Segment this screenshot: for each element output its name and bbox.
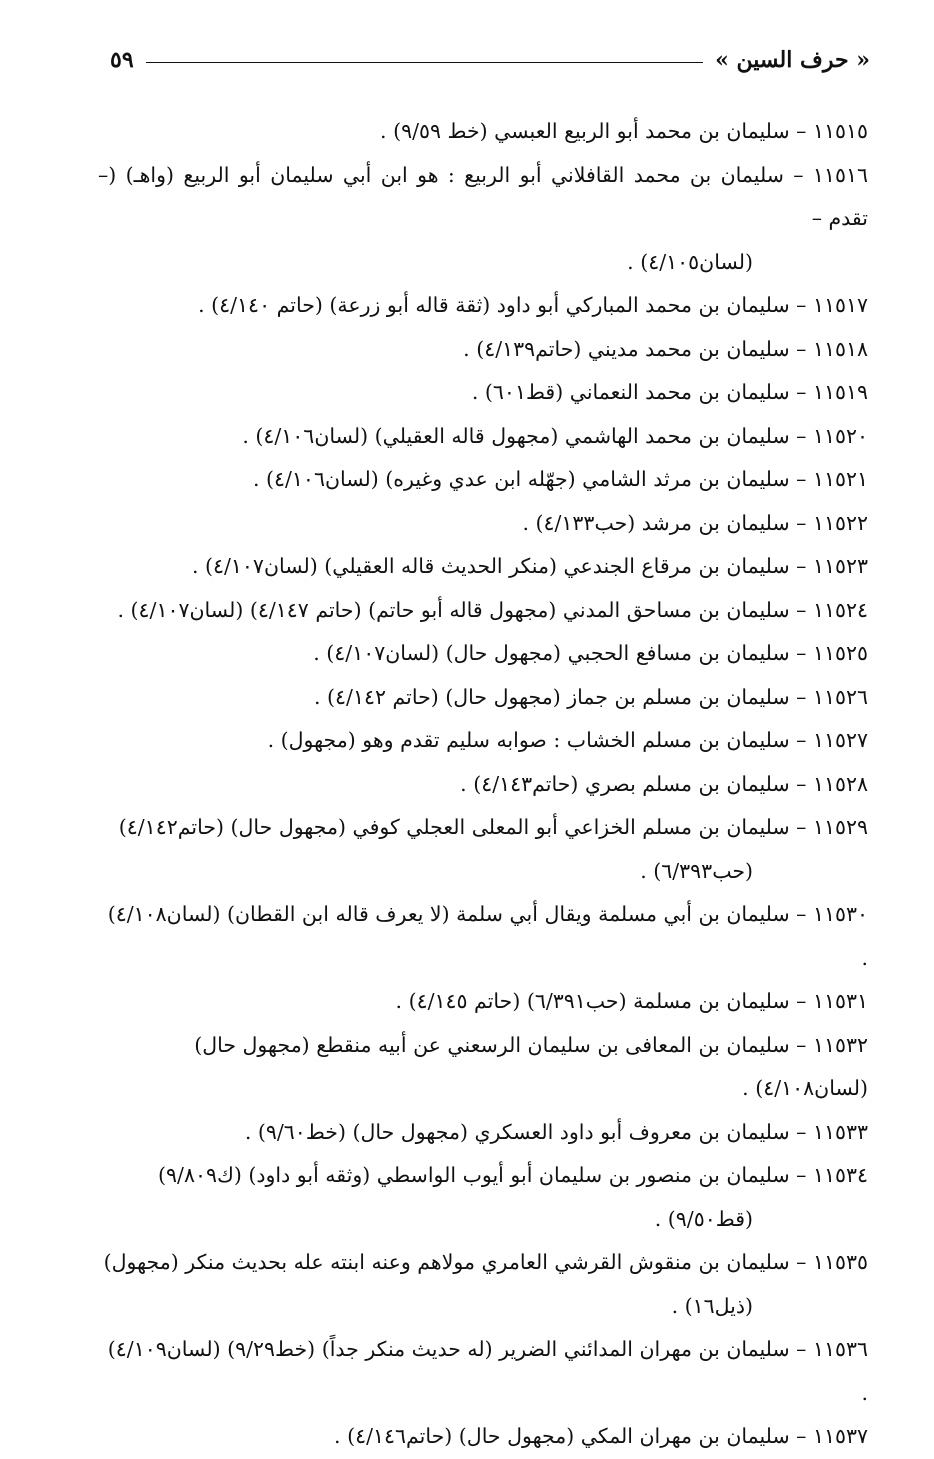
entry-number: ١١٥٢٨ — [812, 771, 868, 796]
entry-text: سليمان بن مهران المدائني الضرير (له حديث منكر جداً) (خط٩/٢٩) (لسان٤/١٠٩) . — [107, 1337, 868, 1405]
entry-text: سليمان بن المعافى بن سليمان الرسعني عن أبيه منقطع (مجهول حال) (لسان٤/١٠٨) . — [194, 1032, 868, 1100]
entry-number: ١١٥٢٧ — [812, 728, 868, 752]
entry-list — [98, 110, 868, 1459]
entry-number: ١١٥٣٥ — [812, 1250, 868, 1274]
entry: ١١٥٣٢ – سليمان بن المعافى بن سليمان الرسعني عن أبيه منقطع (مجهول حال) (لسان٤/١٠٨) . — [194, 1032, 868, 1100]
entry-text: سليمان بن معروف أبو داود العسكري (مجهول حال) (خط٩/٦٠) . — [244, 1119, 790, 1144]
entry: ١١٥١٩ – سليمان بن محمد النعماني (قط٦٠١) . — [471, 380, 868, 404]
entry-number: ١١٥١٦ — [812, 162, 868, 187]
entry-text: سليمان بن منقوش القرشي العامري مولاهم وعنه ابنته عله بحديث منكر (مجهول) — [103, 1250, 790, 1274]
entry-number: ١١٥٢٠ — [812, 423, 868, 448]
entry-text: سليمان بن مسلم بصري (حاتم٤/١٤٣) . — [460, 771, 790, 796]
entry-number: ١١٥١٩ — [812, 380, 868, 404]
page-number: ٥٩ — [110, 47, 134, 73]
entry: ١١٥٣٤ – سليمان بن منصور بن سليمان أبو أيوب الواسطي (وثقه أبو داود) (ك٩/٨٠٩) (قط٩/٥٠) . — [98, 1154, 868, 1241]
entry-text: سليمان بن مسافع الحجبي (مجهول حال) (لسان٤/١٠٧) . — [313, 641, 790, 665]
entry-text: سليمان بن محمد مديني (حاتم٤/١٣٩) . — [463, 336, 790, 361]
entry: ١١٥٣٦ – سليمان بن مهران المدائني الضرير (له حديث منكر جداً) (خط٩/٢٩) (لسان٤/١٠٩) . — [107, 1337, 868, 1405]
entry-continuation: (قط٩/٥٠) . — [654, 1206, 753, 1231]
entry-continuation: (حب٦/٣٩٣) . — [640, 858, 753, 883]
entry: ١١٥٢٨ – سليمان بن مسلم بصري (حاتم٤/١٤٣) . — [460, 771, 868, 796]
entry: ١١٥١٧ – سليمان بن محمد المباركي أبو داود (ثقة قاله أبو زرعة) (حاتم ٤/١٤٠) . — [198, 293, 868, 317]
entry: ١١٥٣٠ – سليمان بن أبي مسلمة ويقال أبي سلمة (لا يعرف قاله ابن القطان) (لسان٤/١٠٨) . — [107, 902, 868, 970]
entry-text: سليمان بن محمد أبو الربيع العبسي (خط ٩/٥٩) . — [380, 119, 790, 143]
entry: ١١٥٢٢ – سليمان بن مرشد (حب٤/١٣٣) . — [522, 510, 868, 535]
entry-number: ١١٥٢٢ — [812, 510, 868, 535]
entry-number: ١١٥١٥ — [812, 119, 868, 143]
entry-text: سليمان بن محمد الهاشمي (مجهول قاله العقيلي) (لسان٤/١٠٦) . — [242, 423, 790, 448]
entry-text: سليمان بن مهران المكي (مجهول حال) (حاتم٤/١٤٦) . — [334, 1424, 790, 1448]
entry-text: سليمان بن أبي مسلمة ويقال أبي سلمة (لا يعرف قاله ابن القطان) (لسان٤/١٠٨) . — [107, 902, 868, 970]
entry-number: ١١٥٢٤ — [812, 597, 868, 622]
entry-text: سليمان بن مرقاع الجندعي (منكر الحديث قاله العقيلي) (لسان٤/١٠٧) . — [191, 554, 790, 578]
entry-number: ١١٥٣٠ — [812, 902, 868, 926]
entry: ١١٥١٦ – سليمان بن محمد القافلاني أبو الربيع : هو ابن أبي سليمان أبو الربيع (واهـ) (– تقدم – (لسان٤/١٠٥) . — [98, 154, 868, 285]
entry-number: ١١٥١٨ — [812, 336, 868, 361]
entry-text: سليمان بن منصور بن سليمان أبو أيوب الواسطي (وثقه أبو داود) (ك٩/٨٠٩) — [158, 1163, 790, 1187]
chapter-title: « حرف السين » — [715, 47, 870, 73]
entry: ١١٥٢٠ – سليمان بن محمد الهاشمي (مجهول قاله العقيلي) (لسان٤/١٠٦) . — [242, 423, 868, 448]
entry-text: سليمان بن مسلمة (حب٦/٣٩١) (حاتم ٤/١٤٥) . — [395, 989, 790, 1013]
entry-number: ١١٥٣٦ — [812, 1337, 868, 1361]
entry-number: ١١٥١٧ — [812, 293, 868, 317]
entry-number: ١١٥٣٤ — [812, 1163, 868, 1187]
entry-text: سليمان بن محمد النعماني (قط٦٠١) . — [471, 380, 790, 404]
entry-number: ١١٥٣٣ — [812, 1119, 868, 1144]
entry-text: سليمان بن محمد المباركي أبو داود (ثقة قاله أبو زرعة) (حاتم ٤/١٤٠) . — [198, 293, 790, 317]
entry: ١١٥١٥ – سليمان بن محمد أبو الربيع العبسي (خط ٩/٥٩) . — [380, 119, 868, 143]
entry: ١١٥٢٣ – سليمان بن مرقاع الجندعي (منكر الحديث قاله العقيلي) (لسان٤/١٠٧) . — [191, 554, 868, 578]
entry-number: ١١٥٢٩ — [812, 815, 868, 839]
entry: ١١٥٣٥ – سليمان بن منقوش القرشي العامري مولاهم وعنه ابنته عله بحديث منكر (مجهول) (ذيل١٦) . — [98, 1241, 868, 1328]
entry-text: سليمان بن مساحق المدني (مجهول قاله أبو حاتم) (حاتم ٤/١٤٧) (لسان٤/١٠٧) . — [117, 597, 790, 622]
entry: ١١٥٢٦ – سليمان بن مسلم بن جماز (مجهول حال) (حاتم ٤/١٤٢) . — [314, 684, 868, 709]
entry-text: سليمان بن مسلم الخشاب : صوابه سليم تقدم وهو (مجهول) . — [267, 728, 790, 752]
entry: ١١٥٣١ – سليمان بن مسلمة (حب٦/٣٩١) (حاتم ٤/١٤٥) . — [395, 989, 868, 1013]
entry-number: ١١٥٢٦ — [812, 684, 868, 709]
entry-text: سليمان بن مسلم الخزاعي أبو المعلى العجلي كوفي (مجهول حال) (حاتم٤/١٤٢) — [118, 815, 790, 839]
entry: ١١٥٢٤ – سليمان بن مساحق المدني (مجهول قاله أبو حاتم) (حاتم ٤/١٤٧) (لسان٤/١٠٧) . — [117, 597, 868, 622]
header-rule — [146, 62, 704, 63]
entry: ١١٥٣٣ – سليمان بن معروف أبو داود العسكري (مجهول حال) (خط٩/٦٠) . — [244, 1119, 868, 1144]
entry-number: ١١٥٢٥ — [812, 641, 868, 665]
entry-number: ١١٥٢٣ — [812, 554, 868, 578]
entry: ١١٥٢٥ – سليمان بن مسافع الحجبي (مجهول حال) (لسان٤/١٠٧) . — [313, 641, 868, 665]
entry: ١١٥١٨ – سليمان بن محمد مديني (حاتم٤/١٣٩) . — [463, 336, 868, 361]
entry-number: ١١٥٣٢ — [812, 1032, 868, 1057]
entry-number: ١١٥٢١ — [812, 467, 868, 491]
entry-number: ١١٥٣١ — [812, 989, 868, 1013]
entry: ١١٥٢٩ – سليمان بن مسلم الخزاعي أبو المعلى العجلي كوفي (مجهول حال) (حاتم٤/١٤٢) (حب٦/٣٩٣) . — [98, 806, 868, 893]
entry-text: سليمان بن مرشد (حب٤/١٣٣) . — [522, 510, 790, 535]
entry-continuation: (ذيل١٦) . — [671, 1293, 753, 1318]
entry-continuation: (لسان٤/١٠٥) . — [627, 249, 753, 274]
running-header — [110, 40, 870, 80]
entry-text: سليمان بن محمد القافلاني أبو الربيع : هو ابن أبي سليمان أبو الربيع (واهـ) (– تقدم – — [98, 162, 868, 230]
entry-number: ١١٥٣٧ — [812, 1424, 868, 1448]
entry-text: سليمان بن مرثد الشامي (جهّله ابن عدي وغيره) (لسان٤/١٠٦) . — [252, 467, 790, 491]
entry: ١١٥٢٧ – سليمان بن مسلم الخشاب : صوابه سليم تقدم وهو (مجهول) . — [267, 728, 868, 752]
entry: ١١٥٢١ – سليمان بن مرثد الشامي (جهّله ابن عدي وغيره) (لسان٤/١٠٦) . — [252, 467, 868, 491]
entry-text: سليمان بن مسلم بن جماز (مجهول حال) (حاتم ٤/١٤٢) . — [314, 684, 790, 709]
entry: ١١٥٣٧ – سليمان بن مهران المكي (مجهول حال) (حاتم٤/١٤٦) . — [334, 1424, 868, 1448]
